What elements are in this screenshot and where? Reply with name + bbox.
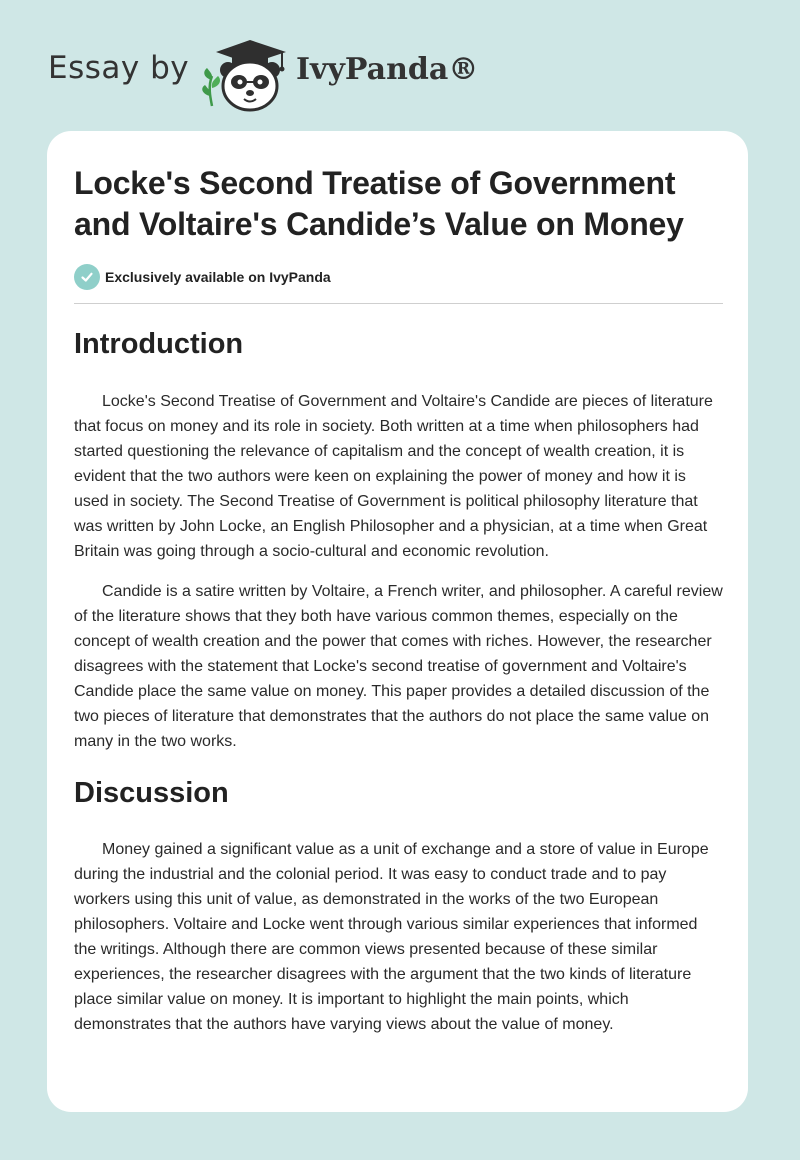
brand-prefix: Essay by — [48, 50, 190, 86]
essay-card — [47, 131, 748, 1112]
badge-label: Exclusively available on IvyPanda — [105, 269, 331, 285]
section-heading-discussion: Discussion — [74, 777, 229, 809]
site-header — [0, 0, 800, 130]
title-divider — [74, 303, 723, 304]
check-icon — [74, 264, 100, 290]
exclusive-badge — [74, 263, 724, 291]
essay-content — [74, 163, 724, 1037]
discussion-paragraph-1: Money gained a significant value as a unit of exchange and a store of value in Europe during the industrial and the colonial period. It was easy to conduct trade and to pay workers using this unit of value, as demonstrated in the works of the two European philosophers. Voltaire and Locke went through various similar experiences that informed the writings. Although there are common views presented because of these similar experiences, the researcher disagrees with the argument that the two kinds of literature place similar value on money. It is important to highlight the main points, which demonstrates that the authors have varying views about the value of money. — [74, 841, 709, 1033]
intro-paragraph-2: Candide is a satire written by Voltaire, a French writer, and philosopher. A careful review of the literature shows that they both have various common themes, especially on the concept of wealth creation and the power that comes with riches. However, the researcher disagrees with the statement that Locke's second treatise of government and Voltaire's Candide place the same value on money. This paper provides a detailed discussion of the two pieces of literature that demonstrates that the authors do not place the same value on many in the two works. — [74, 583, 723, 750]
panda-graduate-logo-icon[interactable] — [198, 36, 294, 112]
intro-paragraph-1: Locke's Second Treatise of Government and Voltaire's Candide are pieces of literature that focus on money and its role in society. Both written at a time when philosophers had started questioning the relevance of capitalism and the concept of wealth creation, it is evident that the two authors were keen on explaining the power of money and how it is used in society. The Second Treatise of Government is political philosophy literature that was written by John Locke, an English Philosopher and a physician, at a time when Great Britain was going through a socio-cultural and economic revolution. — [74, 393, 713, 560]
brand-name[interactable]: IvyPanda® — [296, 52, 479, 87]
essay-title: Locke's Second Treatise of Government and Voltaire's Candide’s Value on Money — [74, 165, 684, 242]
section-heading-introduction: Introduction — [74, 328, 244, 360]
